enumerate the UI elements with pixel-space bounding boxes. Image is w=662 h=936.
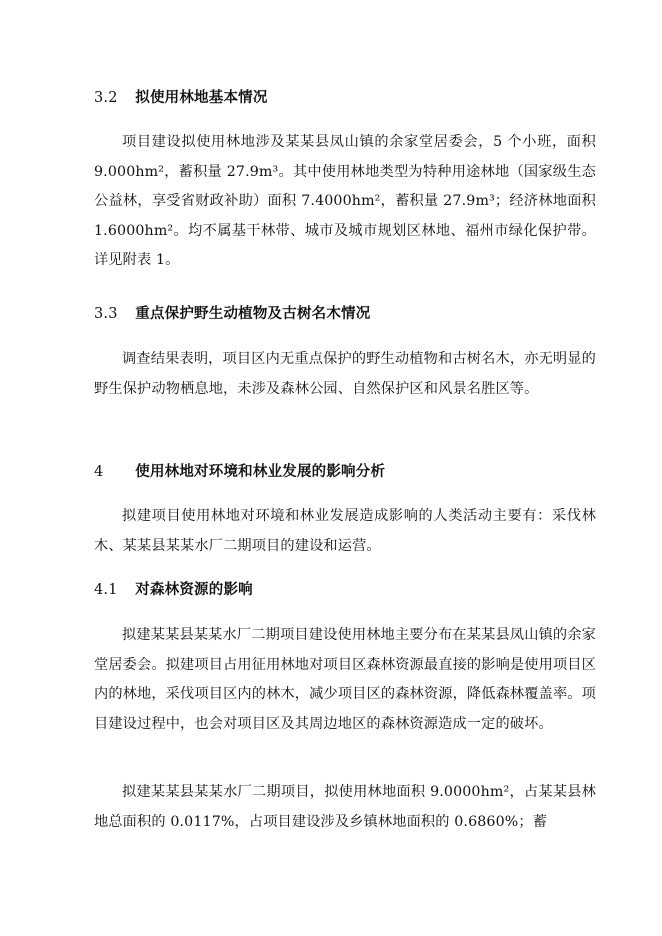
section-heading-4: [94, 462, 596, 482]
section-heading-3-3: [94, 304, 596, 324]
section-title: 对森林资源的影响: [135, 582, 253, 598]
section-heading-4-1: [94, 580, 596, 600]
section-title: 拟使用林地基本情况: [135, 90, 268, 106]
section-number: 4: [94, 464, 104, 480]
section-title: 重点保护野生动植物及古树名木情况: [135, 306, 371, 322]
paragraph-impact-activities: 拟建项目使用林地对环境和林业发展造成影响的人类活动主要有：采伐林木、某某县某某水厂二期项目的建设和运营。: [94, 508, 596, 554]
paragraph-forest-area-ratio: 拟建某某县某某水厂二期项目，拟使用林地面积 9.0000hm²，占某某县林地总面积的 0.0117%，占项目建设涉及乡镇林地面积的 0.6860%；蓄: [94, 784, 596, 830]
section-heading-3-2: [94, 88, 596, 108]
paragraph-land-situation: 项目建设拟使用林地涉及某某县凤山镇的余家堂居委会，5 个小班，面积 9.000hm²，蓄积量 27.9m³。其中使用林地类型为特种用途林地（国家级生态公益林，享受省财政补助）面积 7.4000hm²，蓄积量 27.9m³；经济林地面积 1.6000hm²。均不属基干林带、城市及城市规划区林地、福州市绿化保护带。详见附表 1。: [94, 134, 596, 268]
section-number: 3.2: [94, 90, 118, 106]
section-title: 使用林地对环境和林业发展的影响分析: [135, 464, 386, 480]
paragraph-protected-species: 调查结果表明，项目区内无重点保护的野生动植物和古树名木，亦无明显的野生保护动物栖息地，未涉及森林公园、自然保护区和风景名胜区等。: [94, 351, 596, 397]
section-number: 4.1: [94, 582, 118, 598]
paragraph-forest-impact: 拟建某某县某某水厂二期项目建设使用林地主要分布在某某县凤山镇的余家堂居委会。拟建项目占用征用林地对项目区森林资源最直接的影响是使用项目区内的林地，采伐项目区内的林木，减少项目区的森林资源，降低森林覆盖率。项目建设过程中，也会对项目区及其周边地区的森林资源造成一定的破坏。: [94, 627, 596, 732]
section-number: 3.3: [94, 306, 118, 322]
